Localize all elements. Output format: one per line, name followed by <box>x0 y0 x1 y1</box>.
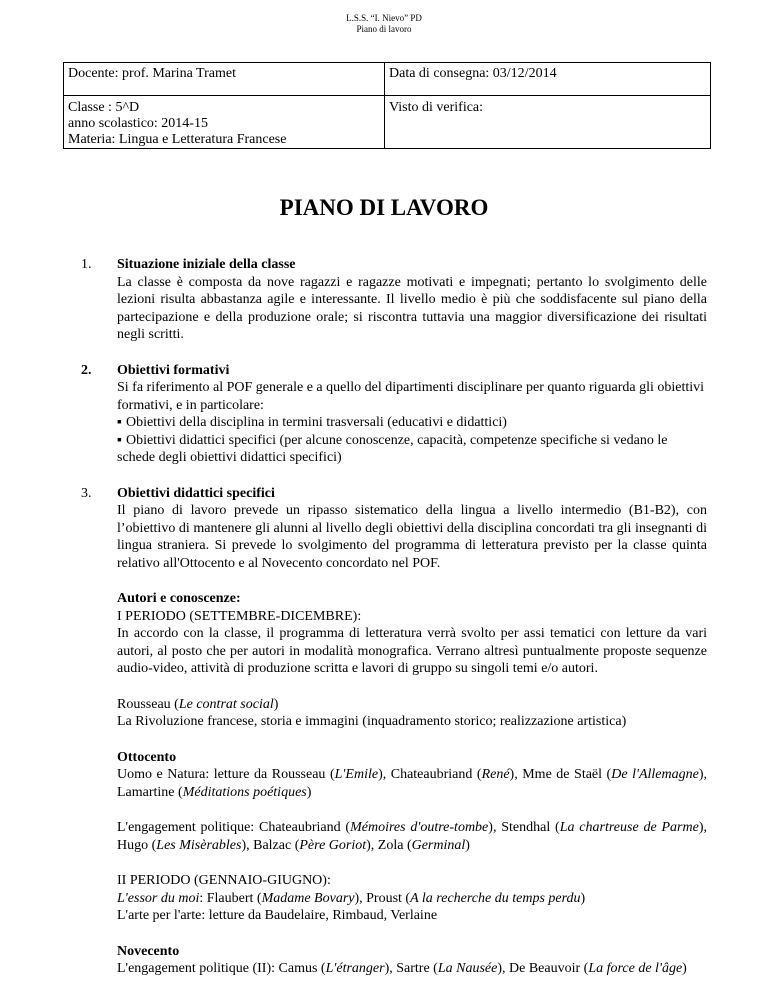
classe-line: Classe : 5^D <box>68 100 140 115</box>
bullet-item <box>117 432 707 467</box>
section-title: Obiettivi formativi <box>117 362 230 378</box>
section-text: Il piano di lavoro prevede un ripasso sistematico della lingua a livello intermedio (B1-B2), con l’obiettivo di mantenere gli alunni al livello degli obiettivi della disciplina concordati tra gli insegnanti di lingua straniera. Si prevede lo svolgimento del programma di letteratura previsto per la classe quinta relativo all'Ottocento e al Novecento concordato nel POF. <box>117 503 707 571</box>
docente-cell: Docente: prof. Marina Tramet <box>64 63 385 96</box>
bullet-text: Obiettivi didattici specifici (per alcune conoscenze, capacità, competenze specifiche si vedano le schede degli obiettivi didattici specifici) <box>117 432 668 465</box>
rivoluzione-line: La Rivoluzione francese, storia e immagini (inquadramento storico; realizzazione artistica) <box>117 714 627 729</box>
ottocento-heading: Ottocento <box>117 749 177 765</box>
header-school: L.S.S. “I. Nievo” PD <box>346 13 422 23</box>
section-obiettivi-formativi <box>81 362 707 467</box>
section-title: Obiettivi didattici specifici <box>117 485 275 501</box>
section-situazione <box>81 256 707 344</box>
periodo-1-heading: I PERIODO (SETTEMBRE-DICEMBRE): <box>117 608 362 624</box>
section-number: 3. <box>81 485 92 501</box>
engagement-line: L'engagement politique: Chateaubriand (Mémoires d'outre-tombe), Stendhal (La chartreuse de Parme), Hugo (Les Misèrables), Balzac (Père Goriot), Zola (Germinal) <box>117 820 707 853</box>
visto-cell: Visto di verifica: <box>385 96 711 149</box>
section-number: 2. <box>81 362 92 378</box>
anno-line: anno scolastico: 2014-15 <box>68 116 208 131</box>
periodo-2-heading: II PERIODO (GENNAIO-GIUGNO): <box>117 873 331 888</box>
bullet-text: Obiettivi della disciplina in termini trasversali (educativi e didattici) <box>125 415 507 430</box>
materia-line: Materia: Lingua e Letteratura Francese <box>68 132 287 147</box>
data-consegna-cell: Data di consegna: 03/12/2014 <box>385 63 711 96</box>
classe-cell <box>64 96 385 149</box>
page-header <box>0 13 768 35</box>
author: Rousseau <box>117 696 171 712</box>
section-text: Si fa riferimento al POF generale e a quello del dipartimenti disciplinare per quanto riguarda gli obiettivi formativi, e in particolare: <box>117 380 705 413</box>
section-text: La classe è composta da nove ragazzi e ragazze motivati e impegnati; pertanto lo svolgimento delle lezioni risulta abbastanza agile e interessante. Il livello medio è più che soddisfacente sul piano della partecipazione e della produzione orale; si riscontra tuttavia una maggior diversificazione dei risultati negli scritti. <box>117 274 707 342</box>
document-body <box>81 256 707 978</box>
page-title: PIANO DI LAVORO <box>279 195 489 220</box>
section-obiettivi-didattici <box>81 485 707 978</box>
autori-title: Autori e conoscenze: <box>117 591 241 606</box>
rousseau-line: Rousseau (Le contrat social) <box>117 696 279 712</box>
header-subtitle: Piano di lavoro <box>356 24 412 34</box>
section-number: 1. <box>81 257 92 272</box>
engagement-2-line: L'engagement politique (II): Camus (L'étranger), Sartre (La Nausée), De Beauvoir (La force de l'âge) <box>117 961 687 976</box>
essor-line: L'essor du moi: Flaubert (Madame Bovary), Proust (A la recherche du temps perdu) <box>117 890 586 906</box>
novecento-heading: Novecento <box>117 943 180 959</box>
periodo-1-text: In accordo con la classe, il programma di letteratura verrà svolto per assi tematici con letture da vari autori, al posto che per autori in modalità monografica. Verrano altresì puntualmente proposte sequenze audio-video, attività di produzione scritta e lavori di gruppo su singoli temi e/o autori. <box>117 626 707 676</box>
bullet-item <box>117 414 707 432</box>
arte-line: L'arte per l'arte: letture da Baudelaire, Rimbaud, Verlaine <box>117 908 438 923</box>
info-table <box>63 62 711 149</box>
work-title: Le contrat social <box>178 696 274 712</box>
uomo-natura-line: Uomo e Natura: letture da Rousseau (L'Emile), Chateaubriand (René), Mme de Staël (De l'Allemagne), Lamartine (Méditations poétiques) <box>117 767 707 800</box>
section-title: Situazione iniziale della classe <box>117 257 296 272</box>
